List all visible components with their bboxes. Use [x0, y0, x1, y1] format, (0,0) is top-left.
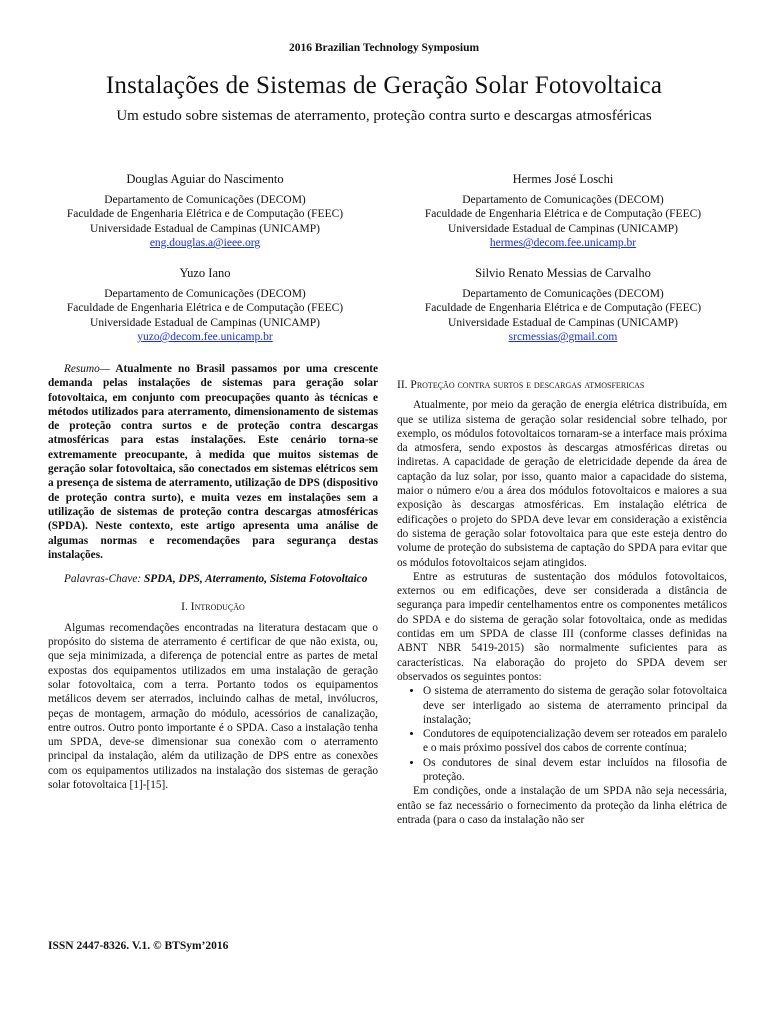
list-item: • Condutores de equipotencialização devem ser roteados em paralelo e o mais próximo possível dos cabos de corrente contínua; — [423, 727, 727, 756]
paper-subtitle: Um estudo sobre sistemas de aterramento, proteção contra surto e descargas atmosféricas — [116, 108, 652, 124]
section-heading — [48, 600, 378, 614]
list-item: • O sistema de aterramento do sistema de geração solar fotovoltaica deve ser interligado ao sistema de aterramento principal da instalação; — [423, 684, 727, 727]
author-block — [35, 172, 375, 251]
section-heading — [397, 378, 727, 392]
author-department: Departamento de Comunicações (DECOM) — [104, 287, 306, 300]
section-title: Proteção contra surtos e descargas atmosfericas — [410, 379, 645, 391]
body-paragraph: Em condições, onde a instalação de um SPDA não seja necessária, então se faz necessário o fornecimento da proteção da linha elétrica de entrada (para o caso da instalação não ser — [397, 785, 727, 826]
author-faculty: Faculdade de Engenharia Elétrica e de Computação (FEEC) — [66, 302, 344, 314]
conference-name: 2016 Brazilian Technology Symposium — [288, 42, 480, 54]
list-item: • Os condutores de sinal devem estar incluídos na filosofia de proteção. — [423, 756, 727, 785]
keywords-text: SPDA, DPS, Aterramento, Sistema Fotovoltaico — [141, 573, 368, 586]
body-paragraph: Entre as estruturas de sustentação dos módulos fotovoltaicos, externos ou em edificações, deve ser considerada a distância de segurança para impedir centelhamentos entre os componentes metálicos do SPDA e do sistema de geração solar fotovoltaica, onde as medidas contidas em um SPDA de classe III (conforme classes definidas na ABNT NBR 5419-2015) são normalmente suficientes para as características. Na elaboração do projeto do SPDA devem ser observados os seguintes pontos: — [397, 570, 727, 683]
abstract-text: Atualmente no Brasil passamos por uma crescente demanda pelas instalações de sistemas para geração solar fotovoltaica, em conjunto com preocupações quanto às técnicas e métodos utilizados para aterramento, dimensionamento de sistemas de proteção contra surtos e de proteção contra descargas atmosféricas para estas instalações. Este cenário torna-se extremamente preocupante, à medida que muitos sistemas de geração solar fotovoltaica, são conectados em sistemas elétricos sem a presença de sistema de aterramento, utilização de DPS (dispositivo de proteção contra surto), e muita vezes em instalações sem a utilização de sistemas de proteção contra descargas atmosféricas (SPDA). Neste contexto, este artigo apresenta uma análise de algumas normas e recomendações para segurança destas instalações. — [48, 363, 378, 561]
author-faculty: Faculdade de Engenharia Elétrica e de Computação (FEEC) — [424, 302, 702, 314]
author-block — [393, 172, 733, 251]
author-email-link[interactable]: srcmessias@gmail.com — [508, 331, 618, 343]
right-column — [397, 378, 727, 827]
author-name: Yuzo Iano — [179, 266, 231, 280]
author-university: Universidade Estadual de Campinas (UNICAMP) — [90, 222, 320, 235]
section-number: I. — [181, 601, 191, 614]
abstract-label: Resumo— — [64, 363, 110, 375]
bullet-list — [397, 684, 727, 784]
author-university: Universidade Estadual de Campinas (UNICAMP) — [90, 316, 320, 329]
author-block — [35, 266, 375, 345]
author-faculty: Faculdade de Engenharia Elétrica e de Computação (FEEC) — [66, 208, 344, 220]
author-email-link[interactable]: yuzo@decom.fee.unicamp.br — [137, 331, 273, 343]
keywords-label: Palavras-Chave: — [64, 573, 142, 586]
section-number: II. — [397, 379, 411, 391]
author-name: Douglas Aguiar do Nascimento — [126, 172, 284, 186]
author-department: Departamento de Comunicações (DECOM) — [104, 193, 306, 206]
abstract — [48, 362, 378, 562]
paper-title: Instalações de Sistemas de Geração Solar Fotovoltaica — [105, 72, 663, 99]
left-column — [48, 362, 378, 792]
author-email-link[interactable]: eng.douglas.a@ieee.org — [149, 237, 261, 249]
author-faculty: Faculdade de Engenharia Elétrica e de Computação (FEEC) — [424, 208, 702, 220]
author-name: Hermes José Loschi — [512, 172, 614, 186]
author-department: Departamento de Comunicações (DECOM) — [462, 193, 664, 206]
body-paragraph: Atualmente, por meio da geração de energia elétrica distribuída, em que se utiliza sistema de geração solar residencial sobre telhado, por exemplo, os módulos fotovoltaicos tornaram-se a interface mais próxima da atmosfera, sendo expostos às descargas atmosféricas diretas ou indiretas. A capacidade de geração de eletricidade depende da área de captação da luz solar, por isso, quanto maior a capacidade do sistema, maior o número e/ou a área dos módulos fotovoltaicos e maiores a sua exposição às descargas atmosféricas. Em instalação elétrica de edificações o projeto do SPDA deve levar em consideração a existência do sistema de geração solar fotovoltaica para que este esteja dentro do volume de proteção do subsistema de captação do SPDA para evitar que os módulos fotovoltaicos sejam atingidos. — [397, 399, 727, 569]
author-block — [393, 266, 733, 345]
author-university: Universidade Estadual de Campinas (UNICAMP) — [448, 316, 678, 329]
keywords — [48, 572, 378, 586]
issn-footer: ISSN 2447-8326. V.1. © BTSym’2016 — [48, 940, 229, 952]
section-title: Introdução — [190, 601, 245, 614]
author-email-link[interactable]: hermes@decom.fee.unicamp.br — [489, 237, 637, 249]
author-department: Departamento de Comunicações (DECOM) — [462, 287, 664, 300]
author-university: Universidade Estadual de Campinas (UNICAMP) — [448, 222, 678, 235]
author-name: Silvio Renato Messias de Carvalho — [475, 266, 651, 280]
body-paragraph: Algumas recomendações encontradas na literatura destacam que o propósito do sistema de aterramento é certificar de que não exista, ou, que seja minimizada, a diferença de potencial entre as partes de metal expostas dos equipamentos utilizados em uma instalação de geração solar fotovoltaica, com a terra. Portanto todos os equipamentos metálicos devem ser aterrados, incluindo calhas de metal, invólucros, peças de montagem, armação do módulo, acessórios de canalização, entre outros. Outro ponto importante é o SPDA. Caso a instalação tenha um SPDA, deve-se dimensionar sua conexão com o aterramento principal da instalação, além da utilização de DPS entre as conexões com os equipamentos utilizados na instalação dos sistemas de geração solar fotovoltaica [1]-[15]. — [48, 621, 378, 792]
